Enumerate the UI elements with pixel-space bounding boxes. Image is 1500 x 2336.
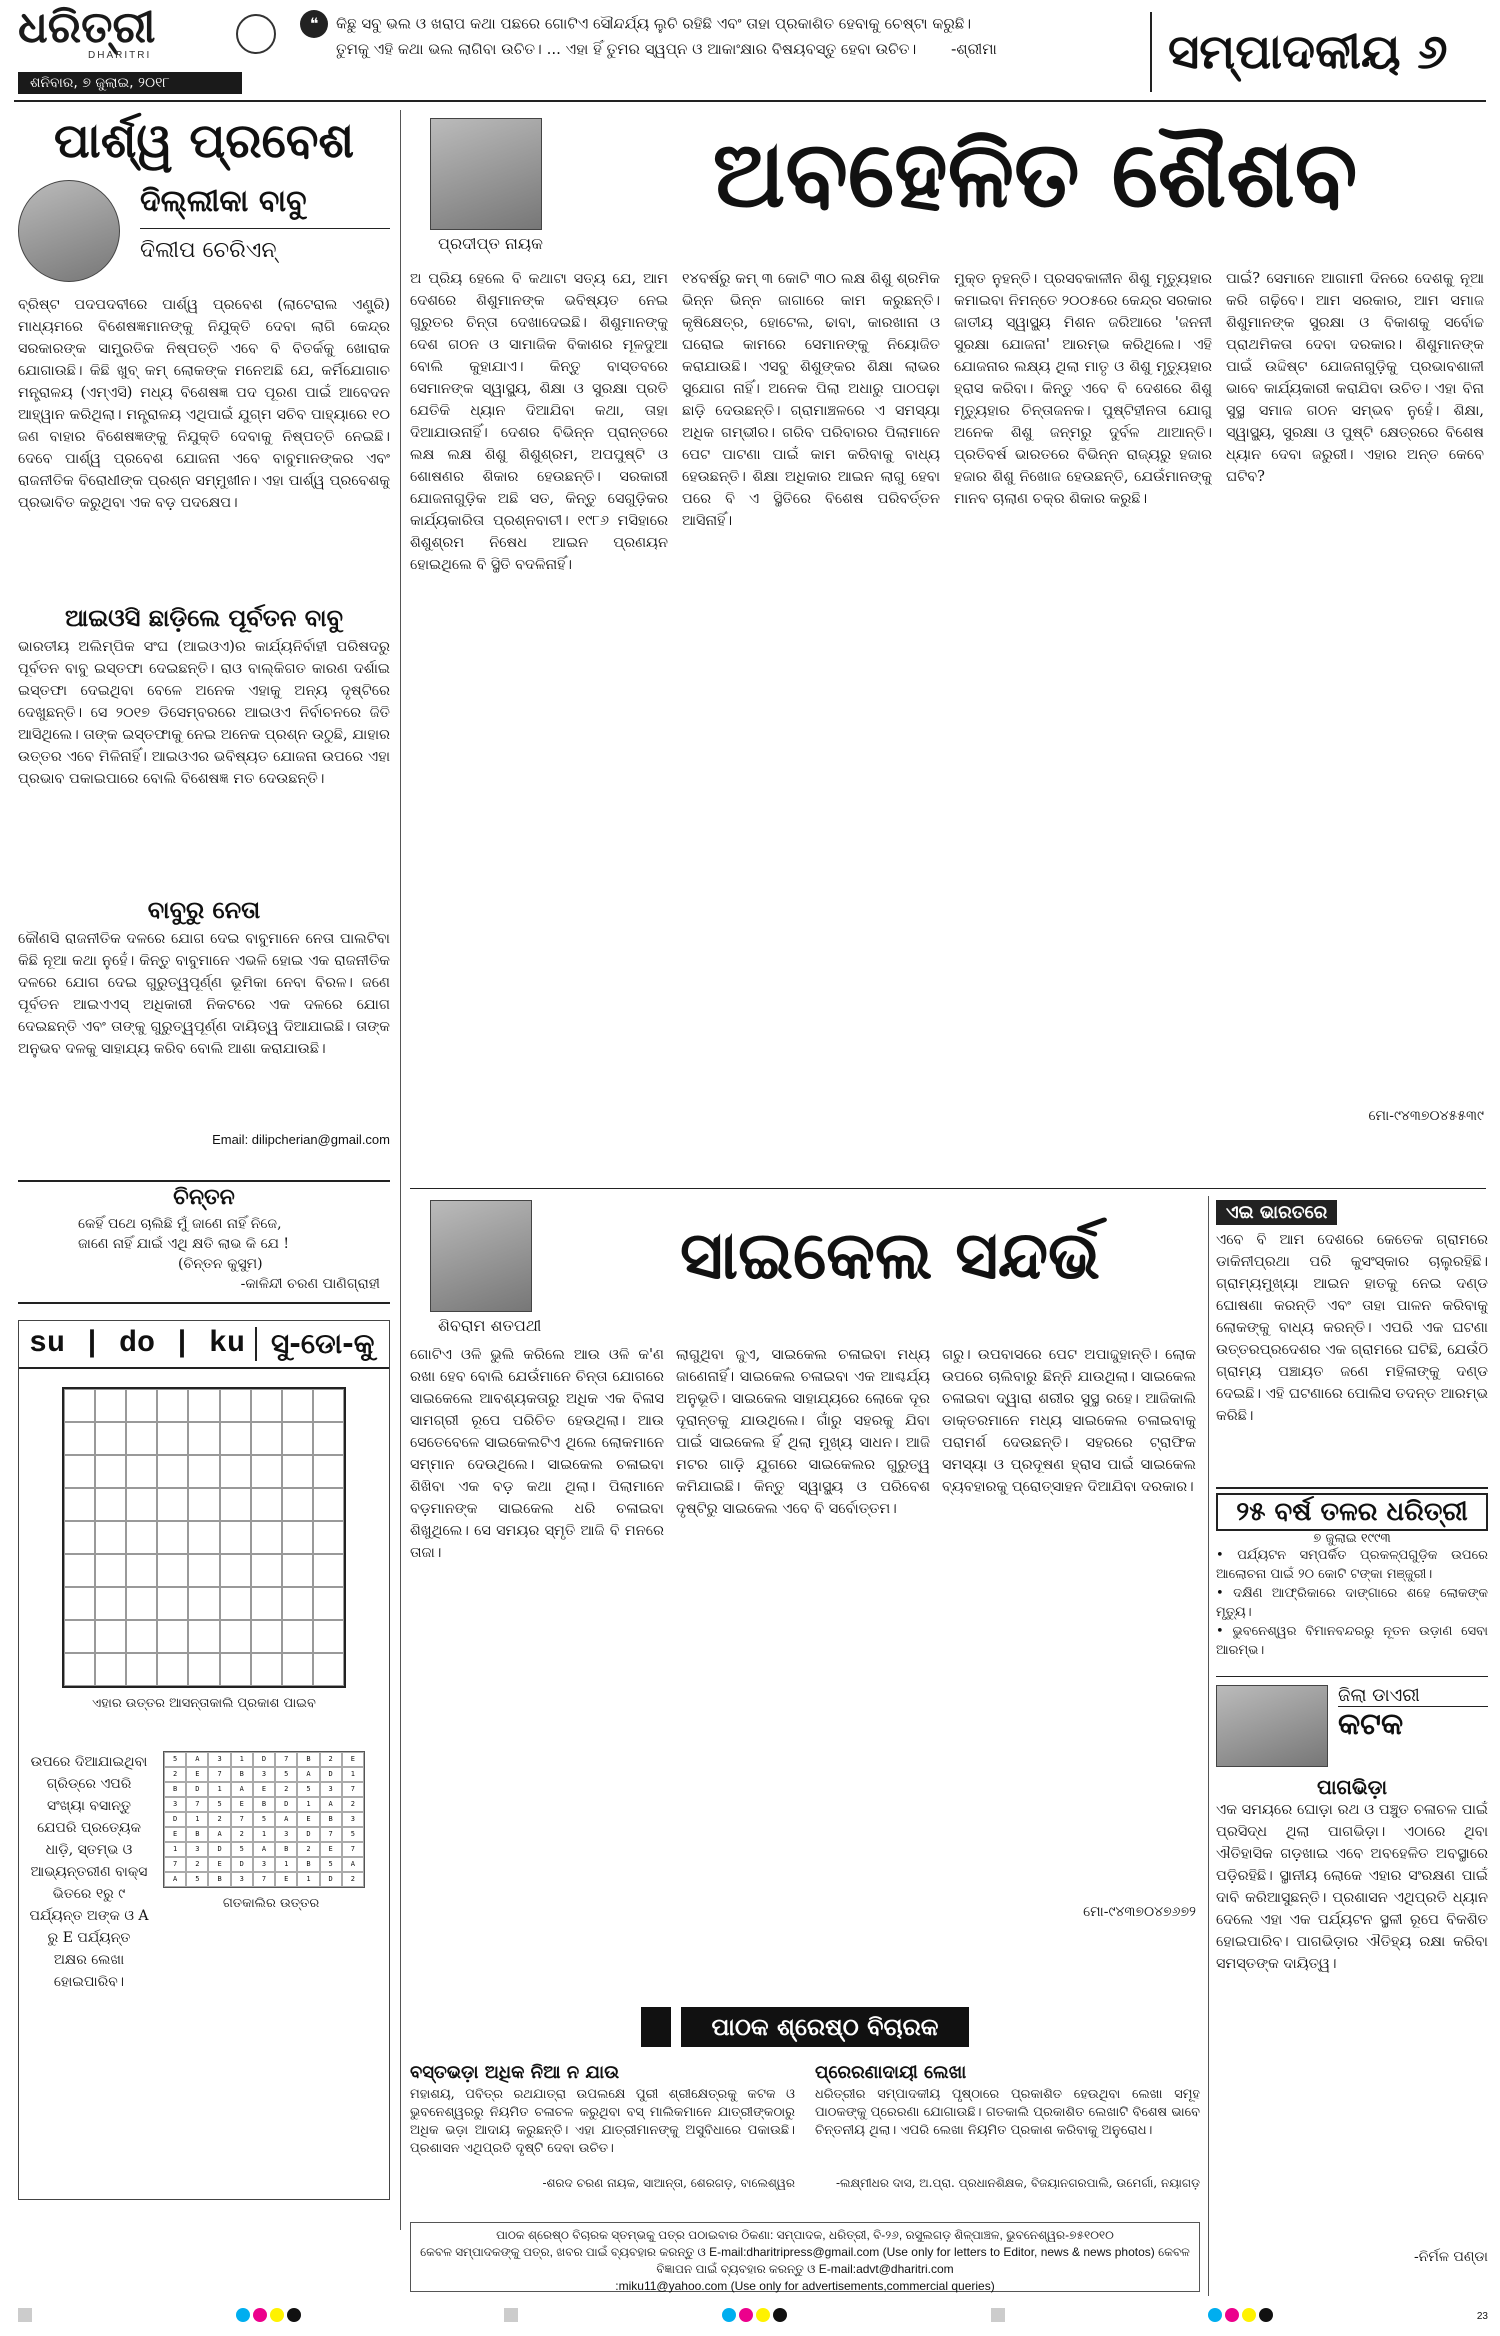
readers-email: କେବଳ ସମ୍ପାଦକଙ୍କୁ ପତ୍ର, ଖବର ପାଇଁ ବ୍ୟବହାର କରନ୍ତୁ ଓ E-mail:dharitripress@gmail.com (Use only for letters to Editor, news & news photos) କେବଳ ବିଜ୍ଞାପନ ପାଇଁ ବ୍ୟବହାର କରନ୍ତୁ ଓ E-mail:advt@dharitri.com: [420, 2245, 1190, 2276]
registration-square-icon: [504, 2308, 518, 2322]
editorial-author: ପ୍ରଦୀପ୍ତ ନାୟକ: [438, 234, 543, 253]
diary-city: କଟକ: [1338, 1707, 1404, 1742]
editorial-title: ଅବହେଳିତ ଶୈଶବ: [712, 121, 1358, 228]
anniversary-item-1: • ପର୍ଯ୍ୟଟନ ସମ୍ପର୍କିତ ପ୍ରକଳ୍ପଗୁଡ଼ିକ ଉପରେ ଆଲୋଚନା ପାଇଁ ୨୦ କୋଟି ଟଙ୍କା ମଞ୍ଜୁରୀ।: [1216, 1548, 1488, 1582]
divider: [140, 228, 390, 229]
magenta-dot-icon: [253, 2308, 267, 2322]
editorial-contact: ମୋ-୯୪୩୭୦୪୫୫୩୯: [1368, 1108, 1484, 1124]
paragraph-1: ବ୍ରିଷ୍ଟ ପଦପଦବୀରେ ପାର୍ଶ୍ୱ ପ୍ରବେଶ (ଲାଟେରାଲ ଏଣ୍ଟ୍ରି) ମାଧ୍ୟମରେ ବିଶେଷଜ୍ଞମାନଙ୍କୁ ନିଯୁକ୍ତି ଦେବା ଲାଗି କେନ୍ଦ୍ର ସରକାରଙ୍କ ସାମ୍ପ୍ରତିକ ନିଷ୍ପତ୍ତି ଏବେ ବି ବିତର୍କକୁ ଖୋରାକ ଯୋଗାଉଛି। କିଛି ଖୁବ୍ କମ୍ ଲୋକଙ୍କ ମନେଅଛି ଯେ, କର୍ମିଯୋଗାଚ ମନ୍ତ୍ରାଳୟ (ଏମ୍ଏସି) ମଧ୍ୟ ବିଶେଷଜ୍ଞ ପଦ ପୂରଣ ପାଇଁ ଆବେଦନ ଆହ୍ୱାନ କରିଥିଲା। ମନ୍ତ୍ରାଳୟ ଏଥିପାଇଁ ଯୁଗ୍ମ ସଚିବ ପାହ୍ୟାରେ ୧୦ ଜଣ ବାହାର ବିଶେଷଜ୍ଞଙ୍କୁ ନିଯୁକ୍ତି ଦେବାକୁ ନିଷ୍ପତ୍ତି ନେଇଛି। ଦେବେ ପାର୍ଶ୍ୱ ପ୍ରବେଶ ଯୋଜନା ଏବେ ବାବୁମାନଙ୍କର ଏବଂ ରାଜନୀତିକ ବିରୋଧୀଙ୍କ ପ୍ରଶ୍ନ ସମ୍ମୁଖୀନ। ଏହା ପାର୍ଶ୍ୱ ପ୍ରବେଶକୁ ପ୍ରଭାବିତ କରୁଥିବା ଏକ ବଡ଼ ପଦକ୍ଷେପ।: [18, 297, 390, 511]
paragraph-2: ଭାରତୀୟ ଅଲିମ୍ପିକ ସଂଘ (ଆଇଓଏ)ର କାର୍ଯ୍ୟନିର୍ବାହୀ ପରିଷଦରୁ ପୂର୍ବତନ ବାବୁ ଇସ୍ତଫା ଦେଇଛନ୍ତି। ରାଓ ବାଲ୍କିଗତ କାରଣ ଦର୍ଶାଇ ଇସ୍ତଫା ଦେଇଥିବା ବେଳେ ଅନେକ ଏହାକୁ ଅନ୍ୟ ଦୃଷ୍ଟିରେ ଦେଖୁଛନ୍ତି। ସେ ୨୦୧୭ ଡିସେମ୍ବରରେ ଆଇଓଏ ନିର୍ବାଚନରେ ଜିତି ଆସିଥିଲେ। ତାଙ୍କ ଇସ୍ତଫାକୁ ନେଇ ଅନେକ ପ୍ରଶ୍ନ ଉଠୁଛି, ଯାହାର ଉତ୍ତର ଏବେ ମିଳିନାହିଁ। ଆଇଓଏର ଭବିଷ୍ୟତ ଯୋଜନା ଉପରେ ଏହା ପ୍ରଭାବ ପକାଇପାରେ ବୋଲି ବିଶେଷଜ୍ଞ ମତ ଦେଉଛନ୍ତି।: [18, 639, 390, 787]
letter-1-body: ମହାଶୟ, ପବିତ୍ର ରଥଯାତ୍ରା ଉପଲକ୍ଷେ ପୁରୀ ଶ୍ରୀକ୍ଷେତ୍ରକୁ କଟକ ଓ ଭୁବନେଶ୍ୱରରୁ ନିୟମିତ ଚଳାଚଳ କରୁଥିବା ବସ୍ ମାଲିକମାନେ ଯାତ୍ରୀଙ୍କଠାରୁ ଅଧିକ ଭଡ଼ା ଆଦାୟ କରୁଛନ୍ତି। ଏହା ଯାତ୍ରୀମାନଙ୍କୁ ଅସୁବିଧାରେ ପକାଉଛି। ପ୍ରଶାସନ ଏଥିପ୍ରତି ଦୃଷ୍ଟି ଦେବା ଉଚିତ।: [410, 2087, 795, 2156]
author-name: ଦିଲୀପ ଚେରିଏନ୍: [140, 238, 277, 263]
cycle-author: ଶିବରାମ ଶତପଥୀ: [438, 1316, 542, 1335]
sudoku-title-odia: ସୁ-ଡୋ-କୁ: [255, 1327, 374, 1361]
author-email: Email: dilipcherian@gmail.com: [212, 1132, 390, 1147]
letter-1-title: ବସ୍ତଭଡ଼ା ଅଧିକ ନିଆ ନ ଯାଉ: [410, 2062, 620, 2083]
cycle-article: [410, 1196, 1200, 1996]
thought-author: -କାଳିନ୍ଦୀ ଚରଣ ପାଣିଗ୍ରାହୀ: [240, 1276, 380, 1292]
black-dot-icon: [287, 2308, 301, 2322]
thought-line-1: କେହିଁ ପଥେ ଚାଲିଛି ମୁଁ ଜାଣେ ନାହିଁ ନିଜେ,: [78, 1216, 282, 1232]
registration-square-icon: [991, 2308, 1005, 2322]
sudoku-grid[interactable]: [62, 1387, 346, 1688]
cycle-column-2: ଲାଗୁଥିବା ଜୁଏ, ସାଇକେଲ ଚଳାଇବା ମଧ୍ୟ ଜାଣେନାହିଁ। ସାଇକେଲ ଚଳାଇବା ଏକ ଆଶ୍ଚର୍ଯ୍ୟ ଅନୁଭୂତି। ସାଇକେଲ ସାହାଯ୍ୟରେ ଲୋକେ ଦୂର ଦୂରାନ୍ତକୁ ଯାଉଥିଲେ। ଗାଁରୁ ସହରକୁ ଯିବା ପାଇଁ ସାଇକେଲ ହିଁ ଥିଲା ମୁଖ୍ୟ ସାଧନ। ଆଜି ମଟର ଗାଡ଼ି ଯୁଗରେ ସାଇକେଲର ଗୁରୁତ୍ୱ କମିଯାଇଛି। କିନ୍ତୁ ସ୍ୱାସ୍ଥ୍ୟ ଓ ପରିବେଶ ଦୃଷ୍ଟିରୁ ସାଇକେଲ ଏବେ ବି ସର୍ବୋତ୍ତମ।: [676, 1347, 930, 1517]
left-column: [18, 110, 390, 1170]
cycle-contact: ମୋ-୯୪୩୭୦୪୭୬୭୨: [1083, 1904, 1196, 1920]
anniversary-item-2: • ଦକ୍ଷିଣ ଆଫ୍ରିକାରେ ଦାଙ୍ଗାରେ ଶହେ ଲୋକଙ୍କ ମୃତ୍ୟୁ।: [1216, 1586, 1488, 1620]
quote-icon: ❝: [300, 10, 328, 38]
diary-body: ଏକ ସମୟରେ ଘୋଡ଼ା ରଥ ଓ ପଞ୍ଚୁତ ଚଳାଚଳ ପାଇଁ ପ୍ରସିଦ୍ଧ ଥିଲା ପାଗଭିଡ଼ା। ଏଠାରେ ଥିବା ଐତିହାସିକ ଗଡ଼ଖାଇ ଏବେ ଅବହେଳିତ ଅବସ୍ଥାରେ ପଡ଼ିରହିଛି। ସ୍ଥାନୀୟ ଲୋକେ ଏହାର ସଂରକ୍ଷଣ ପାଇଁ ଦାବି କରିଆସୁଛନ୍ତି। ପ୍ରଶାସନ ଏଥିପ୍ରତି ଧ୍ୟାନ ଦେଲେ ଏହା ଏକ ପର୍ଯ୍ୟଟନ ସ୍ଥଳୀ ରୂପେ ବିକଶିତ ହୋଇପାରିବ। ପାଗଭିଡ଼ାର ଐତିହ୍ୟ ରକ୍ଷା କରିବା ସମସ୍ତଙ୍କ ଦାୟିତ୍ୱ।: [1216, 1802, 1488, 1972]
readers-letters: [410, 2060, 1200, 2220]
anniversary-title: ୨୫ ବର୍ଷ ତଳର ଧରିତ୍ରୀ: [1216, 1493, 1488, 1531]
yellow-dot-icon: [1242, 2308, 1256, 2322]
anniversary-date: ୭ ଜୁଲାଇ ୧୯୯୩: [1313, 1531, 1391, 1546]
quote-author: -ଶ୍ରୀମା: [951, 40, 997, 58]
print-registration-marks: [18, 2306, 1488, 2326]
yellow-dot-icon: [270, 2308, 284, 2322]
magenta-dot-icon: [739, 2308, 753, 2322]
anniversary-box: [1216, 1487, 1488, 1660]
readers-title: ପାଠକ ଶ୍ରେଷ୍ଠ ବିଚାରକ: [681, 2007, 968, 2047]
column-divider: [1208, 1196, 1209, 2296]
cycle-title: ସାଇକେଲ ସନ୍ଦର୍ଭ: [680, 1217, 1100, 1294]
letter-2-body: ଧରିତ୍ରୀର ସମ୍ପାଦକୀୟ ପୃଷ୍ଠାରେ ପ୍ରକାଶିତ ହେଉଥିବା ଲେଖା ସମୂହ ପାଠକଙ୍କୁ ପ୍ରେରଣା ଯୋଗାଉଛି। ଗତକାଲି ପ୍ରକାଶିତ ଲେଖାଟି ବିଶେଷ ଭାବେ ଚିନ୍ତନୀୟ ଥିଲା। ଏପରି ଲେଖା ନିୟମିତ ପ୍ରକାଶ କରିବାକୁ ଅନୁରୋଧ।: [815, 2087, 1200, 2138]
sudoku-title-english: su | do | ku: [29, 1327, 246, 1361]
paragraph-3: କୌଣସି ରାଜନୀତିକ ଦଳରେ ଯୋଗ ଦେଇ ବାବୁମାନେ ନେତା ପାଲଟିବା କିଛି ନୂଆ କଥା ନୁହେଁ। କିନ୍ତୁ ବାବୁମାନେ ଏଭଳି ହୋଇ ଏକ ରାଜନୀତିକ ଦଳରେ ଯୋଗ ଦେଇ ଗୁରୁତ୍ୱପୂର୍ଣ୍ଣ ଭୂମିକା ନେବା ବିରଳ। ଜଣେ ପୂର୍ବତନ ଆଇଏଏସ୍ ଅଧିକାରୀ ନିକଟରେ ଏକ ଦଳରେ ଯୋଗ ଦେଇଛନ୍ତି ଏବଂ ତାଙ୍କୁ ଗୁରୁତ୍ୱପୂର୍ଣ୍ଣ ଦାୟିତ୍ୱ ଦିଆଯାଇଛି। ତାଙ୍କ ଅନୁଭବ ଦଳକୁ ସାହାଯ୍ୟ କରିବ ବୋଲି ଆଶା କରାଯାଉଛି।: [18, 931, 390, 1057]
anniversary-item-3: • ଭୁବନେଶ୍ୱର ବିମାନବନ୍ଦରରୁ ନୂତନ ଉଡ଼ାଣ ସେବା ଆରମ୍ଭ।: [1216, 1624, 1488, 1658]
masthead-logo: [18, 2, 218, 61]
quote-line-2: ତୁମକୁ ଏହି କଥା ଭଲ ଲାଗିବା ଉଚିତ। ... ଏହା ହିଁ ତୁମର ସ୍ୱପ୍ନ ଓ ଆକାଂକ୍ଷାର ବିଷୟବସ୍ତୁ ହେବା ଉଚିତ।: [336, 40, 917, 58]
registration-square-icon: [18, 2308, 32, 2322]
thought-title: ଚିନ୍ତନ: [173, 1185, 235, 1210]
letter-1-sign: -ଶରଦ ଚରଣ ନାୟକ, ସାଆନ୍ତା, ଶେରଗଡ଼, ବାଲେଶ୍ୱର: [542, 2176, 795, 2190]
logo-subtitle: DHARITRI: [88, 50, 152, 61]
editorial-column-1: ଅ ପ୍ରିୟ ହେଲେ ବି କଥାଟା ସତ୍ୟ ଯେ, ଆମ ଦେଶରେ ଶିଶୁମାନଙ୍କ ଭବିଷ୍ୟତ ନେଇ ଗୁରୁତର ଚିନ୍ତା ଦେଖାଦେଇଛି। ଶିଶୁମାନଙ୍କୁ ଦେଶ ଗଠନ ଓ ସାମାଜିକ ବିକାଶର ମୂଳଦୁଆ ବୋଲି କୁହାଯାଏ। କିନ୍ତୁ ବାସ୍ତବରେ ସେମାନଙ୍କ ସ୍ୱାସ୍ଥ୍ୟ, ଶିକ୍ଷା ଓ ସୁରକ୍ଷା ପ୍ରତି ଯେତିକି ଧ୍ୟାନ ଦିଆଯିବା କଥା, ତାହା ଦିଆଯାଉନାହିଁ। ଦେଶର ବିଭିନ୍ନ ପ୍ରାନ୍ତରେ ଲକ୍ଷ ଲକ୍ଷ ଶିଶୁ ଶିଶୁଶ୍ରମ, ଅପପୁଷ୍ଟି ଓ ଶୋଷଣର ଶିକାର ହେଉଛନ୍ତି। ସରକାରୀ ଯୋଜନାଗୁଡ଼ିକ ଅଛି ସତ, କିନ୍ତୁ ସେଗୁଡ଼ିକର କାର୍ଯ୍ୟକାରିତା ପ୍ରଶ୍ନବାଚୀ। ୧୯୮୬ ମସିହାରେ ଶିଶୁଶ୍ରମ ନିଷେଧ ଆଇନ ପ୍ରଣୟନ ହୋଇଥିଲେ ବି ସ୍ଥିତି ବଦଳିନାହିଁ।: [410, 271, 668, 573]
district-diary-header: [1216, 1676, 1488, 1767]
column-title: ପାର୍ଶ୍ୱ ପ୍ରବେଶ: [53, 113, 355, 169]
thought-box: [18, 1180, 390, 1304]
letter-2-title: ପ୍ରେରଣାଦାୟୀ ଲେଖା: [815, 2062, 967, 2083]
magenta-dot-icon: [1225, 2308, 1239, 2322]
yellow-dot-icon: [756, 2308, 770, 2322]
black-dot-icon: [773, 2308, 787, 2322]
cycle-column-3: ଗରୁ। ଉପବାସରେ ପେଟ ଅପାଦ୍ଦୁହାନ୍ତି। ଲୋକ ଉପରେ ଚାଲିବାରୁ ଛିନ୍ନି ଯାଉଥିଲା। ସାଇକେଲ ଚଳାଇବା ଦ୍ୱାରା ଶରୀର ସୁସ୍ଥ ରହେ। ଆଜିକାଲି ଡାକ୍ତରମାନେ ମଧ୍ୟ ସାଇକେଲ ଚଳାଇବାକୁ ପରାମର୍ଶ ଦେଉଛନ୍ତି। ସହରରେ ଟ୍ରାଫିକ ସମସ୍ୟା ଓ ପ୍ରଦୂଷଣ ହ୍ରାସ ପାଇଁ ସାଇକେଲ ବ୍ୟବହାରକୁ ପ୍ରୋତ୍ସାହନ ଦିଆଯିବା ଦରକାର।: [942, 1347, 1196, 1495]
thought-line-2: ଜାଣେ ନାହିଁ ଯାଇଁ ଏଥି କ୍ଷତି ଲାଭ କି ଯେ !: [78, 1236, 289, 1252]
dharma-wheel-icon: [236, 14, 276, 54]
diary-sign: -ନିର୍ମଳ ପଣ୍ଡା: [1413, 2249, 1488, 2265]
logo-text: ଧରିତ୍ରୀ: [18, 2, 156, 53]
editorial-column-3: ମୁକ୍ତ ନୁହନ୍ତି। ପ୍ରସବକାଳୀନ ଶିଶୁ ମୃତ୍ୟୁହାର କମାଇବା ନିମନ୍ତେ ୨୦୦୫ରେ କେନ୍ଦ୍ର ସରକାର ଜାତୀୟ ସ୍ୱାସ୍ଥ୍ୟ ମିଶନ ଜରିଆରେ 'ଜନନୀ ସୁରକ୍ଷା ଯୋଜନା' ଆରମ୍ଭ କରିଥିଲେ। ଏହି ଯୋଜନାର ଲକ୍ଷ୍ୟ ଥିଲା ମାତୃ ଓ ଶିଶୁ ମୃତ୍ୟୁହାର ହ୍ରାସ କରିବା। କିନ୍ତୁ ଏବେ ବି ଦେଶରେ ଶିଶୁ ମୃତ୍ୟୁହାର ଚିନ୍ତାଜନକ। ପୁଷ୍ଟିହୀନତା ଯୋଗୁ ଅନେକ ଶିଶୁ ଜନ୍ମରୁ ଦୁର୍ବଳ ଥାଆନ୍ତି। ପ୍ରତିବର୍ଷ ଭାରତରେ ବିଭିନ୍ନ ରାଜ୍ୟରୁ ହଜାର ହଜାର ଶିଶୁ ନିଖୋଜ ହେଉଛନ୍ତି, ଯେଉଁମାନଙ୍କୁ ମାନବ ଚାଲାଣ ଚକ୍ର ଶିକାର କରୁଛି।: [954, 271, 1212, 507]
readers-badge-icon: [641, 2007, 671, 2047]
letter-2-sign: -ଲକ୍ଷ୍ମୀଧର ଦାସ, ଅ.ପ୍ରା. ପ୍ରଧାନଶିକ୍ଷକ, ବିଜୟାନଗରପାଲି, ଉମେର୍ଗା, ନୟାଗଡ଼: [835, 2176, 1200, 2190]
diary-photo: [1216, 1685, 1328, 1767]
sudoku-answer-note: ଏହାର ଉତ୍ତର ଆସନ୍ତାକାଲି ପ୍ରକାଶ ପାଇବ: [92, 1696, 316, 1711]
readers-footer: [410, 2222, 1200, 2292]
readers-ad-email: :miku11@yahoo.com (Use only for advertisements,commercial queries): [615, 2279, 995, 2293]
cyan-dot-icon: [722, 2308, 736, 2322]
ei-bharatare-body: ଏବେ ବି ଆମ ଦେଶରେ କେତେକ ଗ୍ରାମରେ ଡାକିନୀପ୍ରଥା ପରି କୁସଂସ୍କାର ଚାଲୁରହିଛି। ଗ୍ରାମ୍ୟମୁଖ୍ୟା ଆଇନ ହାତକୁ ନେଇ ଦଣ୍ଡ ଘୋଷଣା କରନ୍ତି ଏବଂ ତାହା ପାଳନ କରିବାକୁ ଲୋକଙ୍କୁ ବାଧ୍ୟ କରନ୍ତି। ଏପରି ଏକ ଘଟଣା ଉତ୍ତରପ୍ରଦେଶର ଏକ ଗ୍ରାମରେ ଘଟିଛି, ଯେଉଁଠି ଗ୍ରାମ୍ୟ ପଞ୍ଚାୟତ ଜଣେ ମହିଳାଙ୍କୁ ଦଣ୍ଡ ଦେଇଛି। ଏହି ଘଟଣାରେ ପୋଲିସ ତଦନ୍ତ ଆରମ୍ଭ କରିଛି।: [1216, 1232, 1488, 1424]
main-editorial: [410, 110, 1490, 1180]
quote-of-the-day: [300, 10, 1080, 68]
sudoku-box: [18, 1320, 390, 2200]
previous-solution-label: ଗତକାଲିର ଉତ୍ତର: [222, 1896, 320, 1911]
cycle-column-1: ଗୋଟିଏ ଓଳି ଭୁଲି କରିଲେ ଆଉ ଓଳି କ'ଣ ରଖା ହେବ ବୋଲି ଯେଉଁମାନେ ଚିନ୍ତା ଯୋଗରେ ସାଇକେଲେ ଆବଶ୍ୟକତାରୁ ଅଧିକ ଏକ ବିଳାସ ସାମଗ୍ରୀ ରୂପେ ପରିଚିତ ହେଉଥିଲା। ଆଉ ସେତେବେଳେ ସାଇକେଲଟିଏ ଥିଲେ ଲୋକମାନେ ସମ୍ମାନ ଦେଉଥିଲେ। ସାଇକେଲ ଚଳାଇବା ଶିଖିବା ଏକ ବଡ଼ କଥା ଥିଲା। ପିଲାମାନେ ବଡ଼ମାନଙ୍କ ସାଇକେଲ ଧରି ଚଳାଇବା ଶିଖୁଥିଲେ। ସେ ସମୟର ସ୍ମୃତି ଆଜି ବି ମନରେ ତାଜା।: [410, 1347, 664, 1561]
cyan-dot-icon: [236, 2308, 250, 2322]
readers-address: ପାଠକ ଶ୍ରେଷ୍ଠ ବିଚାରକ ସ୍ତମ୍ଭକୁ ପତ୍ର ପଠାଇବାର ଠିକଣା: ସମ୍ପାଦକ, ଧରିତ୍ରୀ, ବି-୨୬, ରସୁଲଗଡ଼ ଶିଳ୍ପାଞ୍ଚଳ, ଭୁବନେଶ୍ୱର-୭୫୧୦୧୦: [496, 2228, 1114, 2242]
editorial-column-4: ପାଇଁ? ସେମାନେ ଆଗାମୀ ଦିନରେ ଦେଶକୁ ନୂଆ କରି ଗଢ଼ିବେ। ଆମ ସରକାର, ଆମ ସମାଜ ଶିଶୁମାନଙ୍କ ସୁରକ୍ଷା ଓ ବିକାଶକୁ ସର୍ବୋଚ୍ଚ ପ୍ରାଥମିକତା ଦେବା ଦରକାର। ଶିଶୁମାନଙ୍କ ପାଇଁ ଉଦ୍ଦିଷ୍ଟ ଯୋଜନାଗୁଡ଼ିକୁ ପ୍ରଭାବଶାଳୀ ଭାବେ କାର୍ଯ୍ୟକାରୀ କରାଯିବା ଉଚିତ। ଏହା ବିନା ସୁସ୍ଥ ସମାଜ ଗଠନ ସମ୍ଭବ ନୁହେଁ। ଶିକ୍ଷା, ସ୍ୱାସ୍ଥ୍ୟ, ସୁରକ୍ଷା ଓ ପୁଷ୍ଟି କ୍ଷେତ୍ରରେ ବିଶେଷ ଧ୍ୟାନ ଦେବା ଜରୁରୀ। ଏହାର ଅନ୍ତ କେବେ ଘଟିବ?: [1226, 271, 1484, 485]
author-photo: [18, 180, 120, 282]
right-column: [1216, 1200, 1488, 2300]
diary-heading: ପାଗଭିଡ଼ା: [1317, 1775, 1387, 1799]
top-divider: [14, 100, 1486, 102]
sub-heading-3: ବାବୁରୁ ନେତା: [147, 896, 261, 924]
ei-bharatare-title: ଏଇ ଭାରତରେ: [1216, 1200, 1337, 1225]
thought-line-3: (ଚିନ୍ତନ କୁସୁମ): [178, 1256, 263, 1272]
horizontal-divider: [410, 1188, 1486, 1189]
quote-line-1: କିଛୁ ସବୁ ଭଲ ଓ ଖରାପ କଥା ପଛରେ ଗୋଟିଏ ସୌନ୍ଦର୍ଯ୍ୟ ଲୁଚି ରହିଛି ଏବଂ ତାହା ପ୍ରକାଶିତ ହେବାକୁ ଚେଷ୍ଟା କରୁଛି।: [336, 14, 972, 33]
column-subtitle: ଦିଲ୍ଲୀକା ବାବୁ: [140, 184, 307, 219]
section-heading: ସମ୍ପାଦକୀୟ ୬: [1150, 12, 1490, 92]
sub-heading-2: ଆଇଓସି ଛାଡ଼ିଲେ ପୂର୍ବତନ ବାବୁ: [64, 604, 343, 632]
column-divider: [400, 110, 401, 2230]
sudoku-rules: ଉପରେ ଦିଆଯାଇଥିବା ଗ୍ରିଡ୍‌ରେ ଏପରି ସଂଖ୍ୟା ବସାନ୍ତୁ ଯେପରି ପ୍ରତ୍ୟେକ ଧାଡ଼ି, ସ୍ତମ୍ଭ ଓ ଆଭ୍ୟନ୍ତରୀଣ ବାକ୍ସ ଭିତରେ ୧ରୁ ୯ ପର୍ଯ୍ୟନ୍ତ ଅଙ୍କ ଓ A ରୁ E ପର୍ଯ୍ୟନ୍ତ ଅକ୍ଷର ଲେଖା ହୋଇପାରିବ।: [29, 1754, 149, 1990]
cycle-author-photo: [430, 1200, 532, 1312]
cyan-dot-icon: [1208, 2308, 1222, 2322]
readers-header: [410, 2000, 1200, 2054]
page-number: 23: [1476, 2310, 1488, 2322]
diary-title: ଜିଲା ଡାଏରୀ: [1338, 1685, 1488, 1707]
editorial-column-2: ୧୪ବର୍ଷରୁ କମ୍ ୩ କୋଟି ୩୦ ଲକ୍ଷ ଶିଶୁ ଶ୍ରମିକ ଭିନ୍ନ ଭିନ୍ନ ଜାଗାରେ କାମ କରୁଛନ୍ତି। କୃଷିକ୍ଷେତ୍ର, ହୋଟେଲ, ଢାବା, କାରଖାନା ଓ ଘରୋଇ କାମରେ ସେମାନଙ୍କୁ ନିୟୋଜିତ କରାଯାଉଛି। ଏସବୁ ଶିଶୁଙ୍କର ଶିକ୍ଷା ଲାଭର ସୁଯୋଗ ନାହିଁ। ଅନେକ ପିଲା ଅଧାରୁ ପାଠପଢ଼ା ଛାଡ଼ି ଦେଉଛନ୍ତି। ଗ୍ରାମାଞ୍ଚଳରେ ଏ ସମସ୍ୟା ଅଧିକ ଗମ୍ଭୀର। ଗରିବ ପରିବାରର ପିଲାମାନେ ପେଟ ପାଟଣା ପାଇଁ କାମ କରିବାକୁ ବାଧ୍ୟ ହେଉଛନ୍ତି। ଶିକ୍ଷା ଅଧିକାର ଆଇନ ଲାଗୁ ହେବା ପରେ ବି ଏ ସ୍ଥିତିରେ ବିଶେଷ ପରିବର୍ତ୍ତନ ଆସିନାହିଁ।: [682, 271, 940, 529]
date-bar: ଶନିବାର, ୭ ଜୁଲାଇ, ୨୦୧୮: [18, 72, 242, 94]
editorial-author-photo: [430, 118, 542, 230]
black-dot-icon: [1259, 2308, 1273, 2322]
previous-solution-grid: 5 A 3 1 D 7 B 2 E 2 E 7 B 3 5 A D 1 B D 1 A E 2 5 3 7 3 7 5 E B D 1 A 2 D 1 2 7 5 A E B 3 E B A 2 1 3 D 7 5 1 3 D 5 A B 2 E 7 7 2 E D 3 1 B 5 A A 5 B 3 7 E 1 D 2: [163, 1751, 365, 1888]
